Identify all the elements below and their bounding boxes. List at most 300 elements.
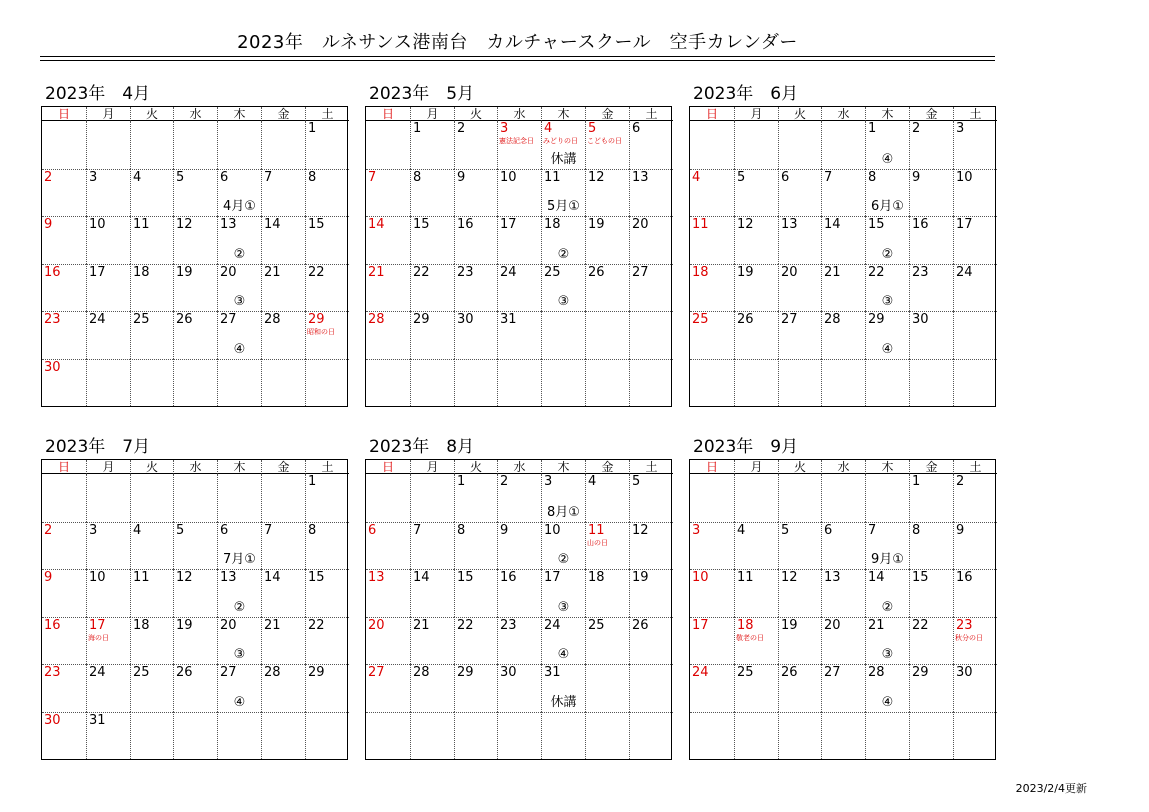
day-cell (778, 617, 821, 665)
day-number: 6 (368, 522, 377, 538)
day-cell (734, 569, 778, 617)
day-number: 10 (692, 570, 709, 585)
day-number: 24 (500, 264, 517, 280)
day-number: 29 (308, 312, 325, 327)
day-number: 8 (308, 169, 317, 185)
lesson-note: 9月① (871, 552, 904, 567)
day-number: 22 (413, 264, 430, 280)
weekday-header: 月 (86, 460, 130, 474)
day-cell (690, 264, 734, 312)
day-number: 17 (500, 217, 517, 232)
holiday-label: 山の日 (587, 538, 608, 547)
day-cell (261, 359, 305, 407)
day-number: 13 (632, 169, 649, 185)
day-number: 28 (264, 312, 281, 327)
day-number: 21 (264, 264, 281, 280)
day-number: 19 (632, 570, 649, 585)
day-number: 21 (824, 264, 841, 280)
holiday-label: 昭和の日 (307, 328, 335, 336)
day-number: 4 (692, 169, 701, 185)
day-cell (865, 169, 909, 217)
day-number: 5 (632, 474, 641, 489)
day-cell (778, 169, 821, 217)
lesson-note: ② (233, 599, 246, 615)
day-cell (173, 264, 217, 312)
weekday-header: 日 (42, 107, 86, 121)
weekday-header: 金 (909, 460, 953, 474)
day-number: 14 (413, 570, 430, 585)
day-number: 28 (264, 665, 281, 680)
day-number: 12 (737, 217, 754, 232)
day-number: 4 (737, 522, 746, 538)
day-number: 14 (368, 217, 385, 232)
day-number: 21 (413, 617, 430, 633)
day-number: 22 (308, 264, 325, 280)
weekday-header: 月 (410, 460, 454, 474)
day-cell (629, 121, 673, 169)
day-number: 8 (868, 169, 877, 185)
day-number: 26 (737, 312, 754, 327)
holiday-label: 敬老の日 (736, 633, 764, 642)
lesson-note: ④ (557, 647, 570, 662)
day-cell (497, 359, 541, 407)
day-cell (865, 617, 909, 665)
day-cell (778, 264, 821, 312)
day-cell (821, 617, 865, 665)
day-number: 19 (781, 617, 798, 633)
day-cell (130, 169, 173, 217)
day-number: 26 (176, 312, 193, 327)
day-cell (42, 617, 86, 665)
day-cell (410, 359, 454, 407)
day-number: 10 (89, 217, 106, 232)
day-number: 25 (692, 312, 709, 327)
day-cell (734, 169, 778, 217)
weekday-header: 土 (953, 460, 997, 474)
month-title: 2023年 4月 (45, 84, 151, 104)
lesson-note: ③ (233, 647, 246, 662)
day-number: 12 (632, 522, 649, 538)
day-cell (541, 121, 585, 169)
day-cell (909, 664, 953, 712)
day-cell (778, 522, 821, 570)
day-cell (953, 311, 997, 359)
day-number: 19 (588, 217, 605, 232)
day-cell (454, 522, 497, 570)
day-cell (821, 569, 865, 617)
day-number: 28 (824, 312, 841, 327)
day-cell (585, 169, 629, 217)
day-cell (953, 522, 997, 570)
day-number: 12 (781, 570, 798, 585)
day-cell (497, 569, 541, 617)
day-number: 9 (44, 570, 53, 585)
day-number: 20 (220, 264, 237, 280)
weekday-header: 火 (778, 107, 821, 121)
day-number: 15 (868, 217, 885, 232)
day-cell (734, 264, 778, 312)
day-number: 18 (737, 617, 754, 633)
day-cell (217, 311, 261, 359)
day-cell (217, 617, 261, 665)
day-cell (821, 311, 865, 359)
day-cell (690, 359, 734, 407)
day-cell (585, 359, 629, 407)
day-number: 1 (868, 121, 877, 136)
day-cell (734, 522, 778, 570)
title-underline-double (40, 60, 995, 61)
day-number: 7 (264, 169, 273, 185)
day-cell (410, 617, 454, 665)
lesson-note: 7月① (223, 552, 256, 567)
day-cell (217, 569, 261, 617)
day-number: 18 (544, 217, 561, 232)
day-number: 13 (368, 570, 385, 585)
day-number: 11 (133, 570, 150, 585)
day-number: 5 (588, 121, 597, 136)
day-number: 12 (176, 217, 193, 232)
day-number: 6 (220, 522, 229, 538)
day-cell (541, 712, 585, 760)
day-number: 16 (457, 217, 474, 232)
day-number: 17 (89, 617, 106, 633)
day-number: 30 (500, 665, 517, 680)
day-cell (366, 359, 410, 407)
day-number: 18 (692, 264, 709, 280)
day-cell (42, 121, 86, 169)
day-cell (305, 121, 349, 169)
weekday-header: 月 (86, 107, 130, 121)
day-number: 2 (44, 169, 53, 185)
day-number: 2 (500, 474, 509, 489)
day-cell (86, 359, 130, 407)
day-cell (629, 712, 673, 760)
day-number: 24 (692, 665, 709, 680)
day-cell (821, 664, 865, 712)
day-cell (690, 664, 734, 712)
lesson-note: 6月① (871, 199, 904, 214)
day-cell (497, 216, 541, 264)
day-cell (42, 712, 86, 760)
weekday-header: 木 (865, 460, 909, 474)
day-number: 28 (368, 312, 385, 327)
day-cell (410, 169, 454, 217)
day-number: 9 (956, 522, 965, 538)
day-cell (410, 311, 454, 359)
lesson-note: 4月① (223, 199, 256, 214)
day-cell (305, 169, 349, 217)
weekday-header: 水 (173, 460, 217, 474)
day-cell (305, 474, 349, 522)
day-cell (909, 474, 953, 522)
day-cell (173, 474, 217, 522)
day-number: 3 (500, 121, 509, 136)
day-cell (454, 617, 497, 665)
weekday-header: 日 (366, 107, 410, 121)
day-cell (734, 359, 778, 407)
day-cell (585, 121, 629, 169)
day-number: 7 (368, 169, 377, 185)
day-cell (690, 311, 734, 359)
day-cell (305, 311, 349, 359)
weekday-header: 日 (690, 460, 734, 474)
month-calendar (41, 436, 348, 760)
day-cell (130, 216, 173, 264)
weekday-header: 金 (261, 460, 305, 474)
day-number: 14 (264, 570, 281, 585)
day-cell (865, 311, 909, 359)
day-number: 9 (44, 217, 53, 232)
day-cell (454, 216, 497, 264)
day-cell (821, 216, 865, 264)
day-number: 13 (824, 570, 841, 585)
day-number: 28 (413, 665, 430, 680)
day-number: 18 (133, 617, 150, 633)
title-underline (40, 56, 995, 57)
day-number: 2 (457, 121, 466, 136)
weekday-header: 金 (585, 107, 629, 121)
day-number: 3 (956, 121, 965, 136)
day-number: 13 (220, 217, 237, 232)
day-cell (865, 522, 909, 570)
day-number: 11 (133, 217, 150, 232)
day-cell (173, 712, 217, 760)
weekday-header: 土 (305, 107, 349, 121)
day-cell (953, 169, 997, 217)
day-cell (909, 169, 953, 217)
day-cell (42, 474, 86, 522)
day-number: 5 (176, 522, 185, 538)
day-cell (410, 569, 454, 617)
day-cell (86, 474, 130, 522)
day-cell (629, 474, 673, 522)
day-number: 12 (176, 570, 193, 585)
day-number: 30 (457, 312, 474, 327)
day-cell (690, 216, 734, 264)
day-cell (130, 264, 173, 312)
day-number: 8 (413, 169, 422, 185)
day-number: 16 (44, 264, 61, 280)
lesson-note: ② (233, 246, 246, 262)
day-cell (261, 474, 305, 522)
day-cell (497, 664, 541, 712)
lesson-note: ④ (233, 341, 246, 357)
day-number: 3 (89, 522, 98, 538)
day-number: 4 (133, 169, 142, 185)
day-number: 21 (868, 617, 885, 633)
weekday-header: 金 (585, 460, 629, 474)
day-cell (130, 474, 173, 522)
day-cell (909, 617, 953, 665)
day-cell (497, 617, 541, 665)
day-number: 16 (500, 570, 517, 585)
day-number: 28 (868, 665, 885, 680)
day-number: 8 (912, 522, 921, 538)
day-number: 4 (133, 522, 142, 538)
day-number: 30 (912, 312, 929, 327)
month-title: 2023年 7月 (45, 437, 151, 457)
day-number: 11 (692, 217, 709, 232)
lesson-note: ③ (233, 294, 246, 309)
day-number: 30 (44, 359, 61, 375)
weekday-header: 水 (821, 460, 865, 474)
day-cell (541, 522, 585, 570)
day-number: 10 (89, 570, 106, 585)
month-calendar (689, 436, 996, 760)
day-cell (585, 664, 629, 712)
day-cell (865, 121, 909, 169)
day-cell (497, 474, 541, 522)
day-cell (454, 569, 497, 617)
day-cell (173, 664, 217, 712)
day-cell (173, 311, 217, 359)
day-cell (541, 216, 585, 264)
day-cell (410, 474, 454, 522)
day-cell (86, 569, 130, 617)
day-number: 7 (413, 522, 422, 538)
day-number: 1 (912, 474, 921, 489)
day-cell (585, 522, 629, 570)
weekday-header: 水 (497, 460, 541, 474)
lesson-note: ④ (881, 341, 894, 357)
day-number: 7 (824, 169, 833, 185)
day-cell (734, 664, 778, 712)
day-number: 29 (912, 665, 929, 680)
day-number: 30 (44, 712, 61, 728)
day-cell (821, 712, 865, 760)
weekday-header: 土 (629, 460, 673, 474)
lesson-note: ③ (881, 294, 894, 309)
day-cell (366, 664, 410, 712)
month-title: 2023年 8月 (369, 437, 475, 457)
day-cell (778, 121, 821, 169)
day-number: 23 (912, 264, 929, 280)
day-cell (454, 264, 497, 312)
day-cell (629, 264, 673, 312)
day-cell (410, 712, 454, 760)
day-number: 30 (956, 665, 973, 680)
day-cell (629, 617, 673, 665)
day-cell (42, 169, 86, 217)
day-cell (865, 474, 909, 522)
lesson-note: ③ (557, 599, 570, 615)
lesson-note: 休講 (550, 694, 577, 710)
day-number: 20 (824, 617, 841, 633)
weekday-header: 月 (410, 107, 454, 121)
day-cell (305, 264, 349, 312)
lesson-note: ④ (881, 694, 894, 710)
day-number: 27 (632, 264, 649, 280)
weekday-header: 日 (366, 460, 410, 474)
day-cell (778, 216, 821, 264)
day-cell (690, 617, 734, 665)
day-number: 4 (588, 474, 597, 489)
weekday-header: 火 (454, 460, 497, 474)
day-cell (86, 522, 130, 570)
day-cell (690, 121, 734, 169)
day-number: 19 (176, 264, 193, 280)
day-cell (690, 169, 734, 217)
day-cell (305, 617, 349, 665)
holiday-label: こどもの日 (587, 137, 622, 145)
day-cell (585, 474, 629, 522)
day-number: 6 (781, 169, 790, 185)
day-cell (366, 522, 410, 570)
day-number: 10 (500, 169, 517, 185)
day-cell (130, 712, 173, 760)
day-number: 3 (692, 522, 701, 538)
day-cell (953, 121, 997, 169)
day-cell (953, 664, 997, 712)
day-cell (454, 359, 497, 407)
weekday-header: 金 (909, 107, 953, 121)
day-cell (217, 664, 261, 712)
day-cell (865, 569, 909, 617)
day-number: 25 (588, 617, 605, 633)
day-cell (130, 664, 173, 712)
day-number: 31 (500, 312, 517, 327)
day-number: 2 (956, 474, 965, 489)
day-cell (261, 664, 305, 712)
day-number: 27 (824, 665, 841, 680)
day-number: 3 (89, 169, 98, 185)
day-number: 10 (544, 522, 561, 538)
day-number: 14 (264, 217, 281, 232)
day-cell (497, 121, 541, 169)
day-cell (366, 121, 410, 169)
day-number: 9 (500, 522, 509, 538)
day-number: 11 (737, 570, 754, 585)
lesson-note: ③ (881, 647, 894, 662)
day-cell (366, 169, 410, 217)
day-cell (909, 311, 953, 359)
lesson-note: ④ (881, 151, 894, 167)
weekday-header: 月 (734, 460, 778, 474)
day-number: 14 (868, 570, 885, 585)
day-number: 20 (781, 264, 798, 280)
day-cell (42, 522, 86, 570)
day-cell (541, 311, 585, 359)
day-cell (261, 264, 305, 312)
day-cell (585, 712, 629, 760)
day-number: 10 (956, 169, 973, 185)
month-grid (365, 106, 672, 407)
day-cell (865, 264, 909, 312)
day-number: 29 (457, 665, 474, 680)
day-cell (305, 216, 349, 264)
weekday-header: 日 (42, 460, 86, 474)
day-number: 23 (956, 617, 973, 633)
day-cell (497, 169, 541, 217)
day-cell (261, 121, 305, 169)
day-cell (778, 664, 821, 712)
holiday-label: みどりの日 (543, 137, 578, 145)
day-number: 17 (956, 217, 973, 232)
day-cell (865, 712, 909, 760)
day-number: 12 (588, 169, 605, 185)
weekday-header: 木 (217, 460, 261, 474)
day-cell (865, 216, 909, 264)
month-title: 2023年 6月 (693, 84, 799, 104)
day-cell (261, 169, 305, 217)
day-cell (366, 617, 410, 665)
day-cell (366, 264, 410, 312)
page-title: 2023年 ルネサンス港南台 カルチャースクール 空手カレンダー (237, 32, 798, 53)
day-number: 25 (133, 312, 150, 327)
day-cell (629, 522, 673, 570)
day-cell (217, 169, 261, 217)
day-cell (865, 359, 909, 407)
